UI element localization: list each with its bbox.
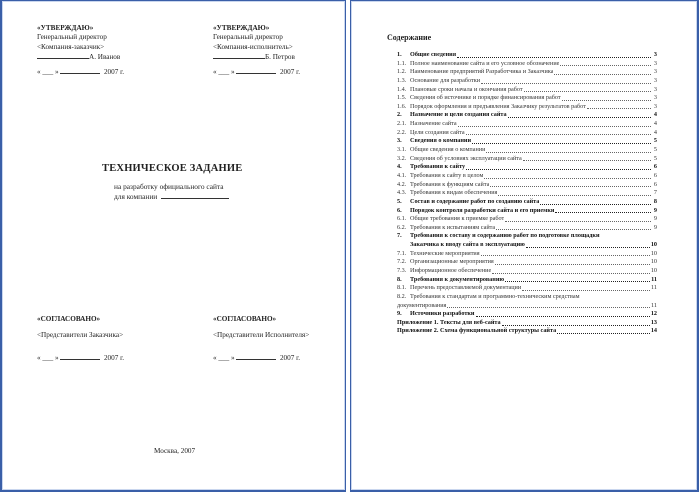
toc-entry-number: 4.3. xyxy=(397,189,407,197)
approval-heading: «УТВЕРЖДАЮ» xyxy=(213,24,270,32)
toc-leader-dots xyxy=(481,82,651,84)
signature-line xyxy=(213,52,265,59)
toc-title: Содержание xyxy=(387,33,432,42)
toc-entry-label: Полное наименование сайта и его условное обозначение xyxy=(410,59,560,67)
toc-entry-page: 14 xyxy=(650,327,657,335)
toc-entry-number: 1.2. xyxy=(397,68,407,76)
toc-entry-label: Требования к составу и содержанию работ по подготовке площадки xyxy=(410,232,600,240)
toc-leader-dots xyxy=(526,246,650,248)
approver-org: <Компания-исполнитель> xyxy=(213,42,293,51)
toc-entry-number: 1.3. xyxy=(397,76,407,84)
toc-leader-dots xyxy=(492,272,650,274)
toc-entry[interactable] xyxy=(397,103,657,112)
toc-entry[interactable] xyxy=(397,284,657,293)
toc-entry-label: Порядок контроля разработки сайта и его приемки xyxy=(410,206,555,214)
toc-leader-dots xyxy=(554,73,651,75)
toc-entry-page: 6 xyxy=(653,171,657,179)
toc-entry-label: Назначение и цели создания сайта xyxy=(410,111,507,119)
approver-position: Генеральный директор xyxy=(37,33,107,42)
representative-label: <Представители Исполнителя> xyxy=(213,331,310,340)
toc-entry-label: Основание для разработки xyxy=(410,76,481,84)
date-day: « ___ » xyxy=(37,68,59,77)
toc-leader-dots xyxy=(496,228,651,230)
toc-entry-page: 7 xyxy=(653,189,657,197)
toc-entry-label: Общие сведения xyxy=(410,50,457,58)
date-year: 2007 г. xyxy=(103,68,125,77)
toc-entry-page: 10 xyxy=(650,249,657,257)
toc-entry-label: Технические мероприятия xyxy=(410,249,480,257)
subtitle-line-2: для компании xyxy=(114,191,158,201)
toc-leader-dots xyxy=(540,203,651,205)
date-month-line xyxy=(236,353,276,360)
toc-leader-dots xyxy=(498,194,651,196)
toc-entry[interactable] xyxy=(397,94,657,103)
date-month-line xyxy=(236,67,276,74)
date-month-line xyxy=(60,353,100,360)
toc-leader-dots xyxy=(472,142,651,144)
toc-entry-label: Приложение 2. Схема функциональной структуры сайта xyxy=(397,327,557,335)
toc-entry-page: 10 xyxy=(650,241,657,249)
toc-entry[interactable] xyxy=(397,276,657,285)
toc-entry-page: 10 xyxy=(650,258,657,266)
approval-block-contractor xyxy=(213,24,300,77)
toc-entry-page: 9 xyxy=(653,223,657,231)
toc-leader-dots xyxy=(505,280,650,282)
toc-entry[interactable] xyxy=(397,68,657,77)
toc-entry-number: 3.1. xyxy=(397,146,407,154)
date-year: 2007 г. xyxy=(279,353,301,362)
date-year: 2007 г. xyxy=(279,68,301,77)
toc-entry-number: 6.1. xyxy=(397,215,407,223)
toc-leader-dots xyxy=(522,289,650,291)
date-month-line xyxy=(60,67,100,74)
toc-entry-number: 4.2. xyxy=(397,180,407,188)
toc-entry-number: 4.1. xyxy=(397,171,407,179)
toc-entry[interactable] xyxy=(397,181,657,190)
toc-entry-page: 10 xyxy=(650,267,657,274)
toc-leader-dots xyxy=(481,254,650,256)
toc-entry-number: 1.1. xyxy=(397,59,407,67)
toc-entry[interactable] xyxy=(397,258,657,267)
toc-leader-dots xyxy=(466,168,651,170)
approver-position: Генеральный директор xyxy=(213,33,283,42)
toc-entry[interactable] xyxy=(397,328,657,337)
toc-entry-label: Общие сведения о компании xyxy=(410,146,486,154)
toc-leader-dots xyxy=(458,125,651,127)
toc-entry-label: Плановые сроки начала и окончания работ xyxy=(410,85,523,93)
toc-entry-label: Информационное обеспечение xyxy=(410,267,492,274)
toc-entry-number: 9. xyxy=(397,310,402,318)
toc-entry-number: 2. xyxy=(397,111,402,119)
toc-entry[interactable] xyxy=(397,77,657,86)
toc-entry-number: 7. xyxy=(397,232,402,240)
date-year: 2007 г. xyxy=(103,353,125,362)
toc-leader-dots xyxy=(505,220,651,222)
toc-entry-label: Перечень предоставляемой документации xyxy=(410,284,522,292)
toc-entry-page: 11 xyxy=(651,284,657,292)
agreed-heading: «СОГЛАСОВАНО» xyxy=(37,315,101,323)
toc-leader-dots xyxy=(560,64,651,66)
toc-entry-label: Требования к сайту в целом xyxy=(410,171,484,179)
toc-entry-label: Цели создания сайта xyxy=(410,128,465,136)
toc-entry-page: 5 xyxy=(653,137,657,145)
toc-entry[interactable] xyxy=(397,120,657,129)
toc-entry-number: 2.2. xyxy=(397,128,407,136)
toc-entry-number: 3. xyxy=(397,137,402,145)
toc-entry[interactable] xyxy=(397,155,657,164)
toc-entry-page: 9 xyxy=(653,215,657,223)
representative-label: <Представители Заказчика> xyxy=(37,331,124,340)
city-year: Москва, 2007 xyxy=(154,447,196,455)
table-of-contents xyxy=(397,51,657,336)
toc-entry-page: 3 xyxy=(653,50,657,58)
toc-entry-page: 5 xyxy=(653,154,657,162)
toc-entry-number: 3.2. xyxy=(397,154,407,162)
subtitle-line-1: на разработку официального сайта xyxy=(114,182,224,191)
toc-leader-dots xyxy=(524,90,651,92)
toc-leader-dots xyxy=(508,116,651,118)
toc-entry-label: Требования к документированию xyxy=(410,275,505,283)
toc-entry-number: 5. xyxy=(397,197,402,205)
toc-leader-dots xyxy=(490,185,651,187)
toc-entry[interactable] xyxy=(397,111,657,120)
toc-entry-label: Состав и содержание работ по созданию сайта xyxy=(410,197,540,205)
toc-entry-continuation[interactable] xyxy=(397,241,657,250)
toc-entry-page: 13 xyxy=(650,318,657,326)
toc-entry[interactable] xyxy=(397,172,657,181)
toc-entry-number: 4. xyxy=(397,163,402,171)
toc-entry-label: Назначение сайта xyxy=(410,120,457,128)
toc-leader-dots xyxy=(486,151,651,153)
toc-leader-dots xyxy=(587,107,651,109)
approver-org: <Компания-заказчик> xyxy=(37,42,105,51)
toc-leader-dots xyxy=(557,332,650,334)
toc-leader-dots xyxy=(502,324,650,326)
toc-entry-number: 2.1. xyxy=(397,120,407,128)
document-subtitle xyxy=(114,182,229,201)
toc-entry-page: 3 xyxy=(653,76,657,84)
toc-entry-label: Источники разработки xyxy=(410,310,475,318)
toc-entry-number: 6.2. xyxy=(397,223,407,231)
toc-entry-page: 9 xyxy=(653,206,657,214)
toc-leader-dots xyxy=(562,99,651,101)
toc-entry-label: Требования к функциям сайта xyxy=(410,180,490,188)
toc-entry-number: 8.1. xyxy=(397,284,407,292)
toc-entry-label: Организационные мероприятия xyxy=(410,258,494,266)
toc-entry-page: 6 xyxy=(653,180,657,188)
toc-entry-label: Сведения о компании xyxy=(410,137,472,145)
title-page xyxy=(0,0,346,492)
toc-entry-page: 11 xyxy=(651,275,657,283)
toc-entry[interactable] xyxy=(397,267,657,276)
toc-leader-dots xyxy=(466,133,651,135)
agreed-block-contractor xyxy=(213,315,309,363)
toc-entry-label-continued: документирования xyxy=(397,301,447,309)
toc-entry-label: Требования к видам обеспечения xyxy=(410,189,498,197)
toc-entry-page: 6 xyxy=(653,163,657,171)
toc-leader-dots xyxy=(495,263,650,265)
toc-entry-label: Сведения об источнике и порядке финансирования работ xyxy=(410,94,561,102)
toc-entry-number: 7.3. xyxy=(397,267,407,274)
toc-leader-dots xyxy=(447,306,650,308)
toc-entry-page: 3 xyxy=(653,68,657,76)
approver-name: А. Иванов xyxy=(89,52,121,61)
approver-name: Б. Петров xyxy=(265,52,295,61)
toc-entry[interactable] xyxy=(397,250,657,259)
toc-leader-dots xyxy=(555,211,651,213)
toc-entry-page: 11 xyxy=(651,301,657,309)
toc-entry-number: 1.5. xyxy=(397,94,407,102)
toc-entry[interactable] xyxy=(397,163,657,172)
toc-leader-dots xyxy=(476,315,650,317)
toc-leader-dots xyxy=(484,177,651,179)
toc-entry[interactable] xyxy=(397,51,657,60)
toc-entry-label: Порядок оформления и предъявления Заказчику результатов работ xyxy=(410,102,586,110)
toc-entry-label-continued: Заказчика к вводу сайта в эксплуатацию xyxy=(410,241,525,249)
signature-line xyxy=(37,52,89,59)
toc-entry[interactable] xyxy=(397,137,657,146)
date-day: « ___ » xyxy=(213,68,235,77)
toc-entry-label: Сведения об условиях эксплуатации сайта xyxy=(410,154,522,162)
approval-heading: «УТВЕРЖДАЮ» xyxy=(37,24,94,32)
date-day: « ___ » xyxy=(37,353,59,362)
toc-entry[interactable] xyxy=(397,60,657,69)
toc-entry[interactable] xyxy=(397,198,657,207)
date-day: « ___ » xyxy=(213,353,235,362)
agreed-heading: «СОГЛАСОВАНО» xyxy=(213,315,277,323)
toc-entry[interactable] xyxy=(397,207,657,216)
toc-entry-number: 1.6. xyxy=(397,102,407,110)
toc-entry[interactable] xyxy=(397,129,657,138)
company-name-blank xyxy=(161,192,229,199)
toc-entry[interactable] xyxy=(397,310,657,319)
toc-entry-page: 3 xyxy=(653,59,657,67)
toc-entry-page: 3 xyxy=(653,102,657,110)
toc-entry-continuation[interactable] xyxy=(397,302,657,311)
toc-leader-dots xyxy=(457,56,651,58)
toc-entry-number: 1.4. xyxy=(397,85,407,93)
toc-entry[interactable] xyxy=(397,189,657,198)
toc-entry-label: Требования к испытаниям сайта xyxy=(410,223,496,231)
toc-entry-page: 5 xyxy=(653,146,657,154)
toc-entry-page: 8 xyxy=(653,197,657,205)
agreed-block-customer xyxy=(37,315,124,363)
toc-entry-label: Общие требования к приемке работ xyxy=(410,215,505,223)
toc-entry[interactable] xyxy=(397,86,657,95)
toc-entry-number: 8.2. xyxy=(397,292,407,300)
approval-block-customer xyxy=(37,24,124,77)
toc-entry-page: 3 xyxy=(653,85,657,93)
toc-entry[interactable] xyxy=(397,319,657,328)
toc-entry-label: Требования к сайту xyxy=(410,163,466,171)
toc-entry-page: 4 xyxy=(653,128,657,136)
toc-entry-page: 3 xyxy=(653,94,657,102)
toc-entry-label: Наименование предприятий Разработчика и Заказчика xyxy=(410,68,554,76)
toc-entry-label: Приложение 1. Тексты для веб-сайта xyxy=(397,318,501,326)
toc-entry[interactable] xyxy=(397,232,657,241)
toc-entry[interactable] xyxy=(397,224,657,233)
toc-entry-page: 4 xyxy=(653,120,657,128)
toc-entry-number: 7.2. xyxy=(397,258,407,266)
toc-entry[interactable] xyxy=(397,215,657,224)
toc-entry-number: 7.1. xyxy=(397,249,407,257)
toc-entry[interactable] xyxy=(397,146,657,155)
toc-entry[interactable] xyxy=(397,293,657,302)
toc-entry-number: 1. xyxy=(397,50,402,58)
toc-entry-page: 12 xyxy=(650,310,657,318)
document-title: ТЕХНИЧЕСКОЕ ЗАДАНИЕ xyxy=(102,163,243,174)
toc-entry-page: 4 xyxy=(653,111,657,119)
toc-entry-label: Требования к стандартам и программно-техническим средствам xyxy=(410,292,580,300)
toc-entry-number: 6. xyxy=(397,206,402,214)
toc-entry-number: 8. xyxy=(397,275,402,283)
toc-leader-dots xyxy=(523,159,651,161)
